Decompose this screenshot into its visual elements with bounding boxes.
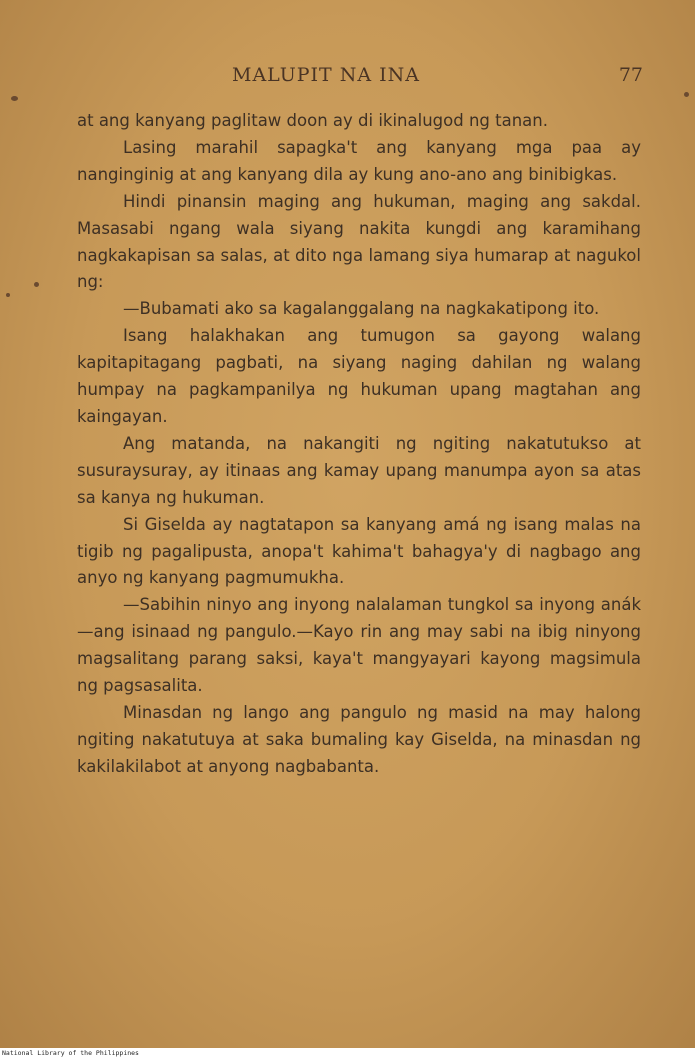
- ink-spot: [11, 96, 18, 101]
- library-footer: National Library of the Philippines: [0, 1048, 695, 1058]
- paragraph: Lasing marahil sapagka't ang kanyang mga paa ay nanginginig at ang kanyang dila ay kung ano-ano ang binibigkas.: [77, 137, 641, 184]
- running-title: MALUPIT NA INA: [232, 64, 421, 86]
- page-number: 77: [618, 64, 643, 86]
- paragraph: Minasdan ng lango ang pangulo ng masid na may halong ngiting nakatutuya at saka bumaling kay Giselda, na minasdan ng kakilakilabot at anyong nagbabanta.: [77, 702, 641, 776]
- running-header: [0, 64, 695, 90]
- paragraph: —Sabihin ninyo ang inyong nalalaman tungkol sa inyong anák—ang isinaad ng pangulo.—Kayo rin ang may sabi na ibig ninyong magsalitang parang saksi, kaya't mangyayari kayong magsimula ng pagsasalita.: [77, 595, 641, 696]
- paragraph: Ang matanda, na nakangiti ng ngiting nakatutukso at susuraysuray, ay itinaas ang kamay upang manumpa ayon sa atas sa kanya ng hukuman.: [77, 433, 641, 507]
- paragraph: at ang kanyang paglitaw doon ay di ikinalugod ng tanan.: [77, 111, 548, 130]
- paragraph: Isang halakhakan ang tumugon sa gayong walang kapitapitagang pagbati, na siyang naging dahilan ng walang humpay na pagkampanilya ng hukuman upang magtahan ang kaingayan.: [77, 326, 641, 426]
- paragraph: Si Giselda ay nagtatapon sa kanyang amá ng isang malas na tigib ng pagalipusta, anopa't kahima't bahagya'y di nagbago ang anyo ng kanyang pagmumukha.: [77, 514, 641, 588]
- paragraph: Hindi pinansin maging ang hukuman, maging ang sakdal. Masasabi ngang wala siyang nakita kungdi ang karamihang nagkakapisan sa salas, at dito nga lamang siya humarap at nagukol ng:: [77, 191, 641, 292]
- ink-spot: [6, 293, 10, 297]
- ink-spot: [34, 282, 39, 287]
- paragraph: —Bubamati ako sa kagalanggalang na nagkakatipong ito.: [123, 299, 600, 319]
- body-text: [77, 108, 641, 781]
- ink-spot: [684, 92, 689, 97]
